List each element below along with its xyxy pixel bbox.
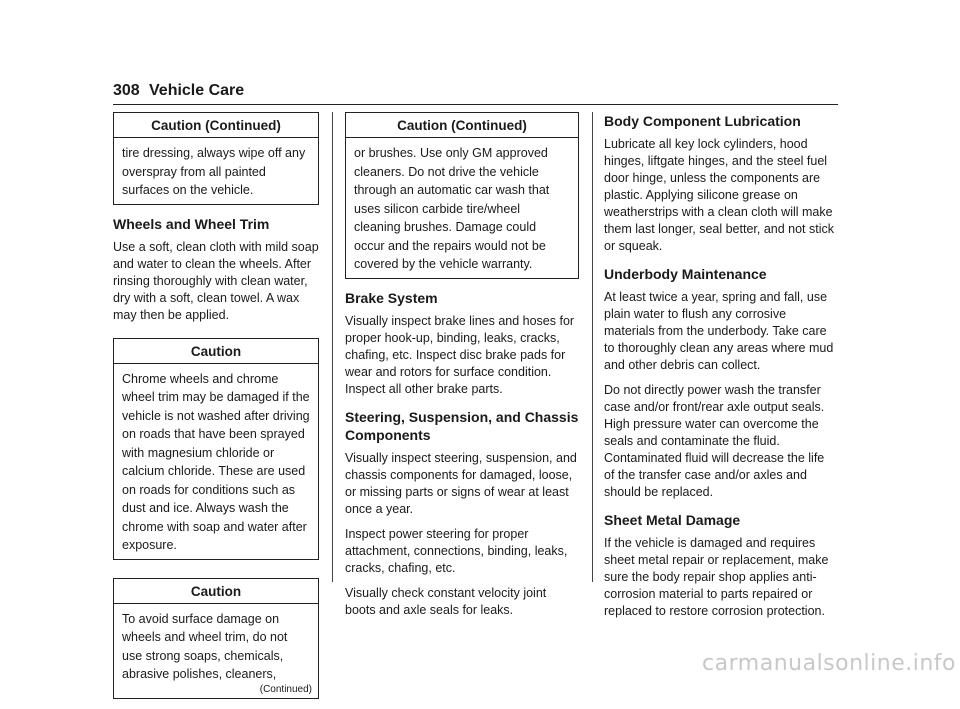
underbody-paragraph-2: Do not directly power wash the transfer case and/or front/rear axle output seals. High pressure water can overcome the seals and contaminate the fluid. Contaminated fluid will decrease the life of the transfer case and/or axles and should be replaced. [604,383,825,499]
page-header [113,82,838,105]
steering-paragraph-2: Inspect power steering for proper attachment, connections, binding, leaks, cracks, chafing, etc. [345,526,568,575]
underbody-paragraph-1: At least twice a year, spring and fall, use plain water to flush any corrosive materials from the underbody. Take care to thoroughly clean any areas where mud and other debris can collect. [604,290,834,372]
heading-body-lubrication: Body Component Lubrication [604,113,801,129]
caution-title: Caution (Continued) [346,113,578,138]
steering-paragraph-3: Visually check constant velocity joint boots and axle seals for leaks. [345,585,547,617]
heading-wheels: Wheels and Wheel Trim [113,215,270,232]
caution-box-chrome [113,338,319,560]
caution-text: or brushes. Use only GM approved cleaners. Do not drive the vehicle through an automatic car wash that uses silicon carbide tire/wheel cleaning brushes. Damage could occur and the repairs would not be covered by the vehicle warranty. [354,146,550,271]
column-3 [604,112,838,628]
heading-steering: Steering, Suspension, and Chassis Components [345,408,579,443]
caution-title: Caution [114,339,318,364]
heading-sheet-metal: Sheet Metal Damage [604,512,741,528]
column-2 [345,112,579,627]
steering-paragraph-1: Visually inspect steering, suspension, and chassis components for damaged, loose, or missing parts or signs of wear at least once a year. [345,450,577,516]
caution-text: To avoid surface damage on wheels and wheel trim, do not use strong soaps, chemicals, abrasive polishes, cleaners, [122,611,288,681]
body-lubrication-paragraph: Lubricate all key lock cylinders, hood hinges, liftgate hinges, and the steel fuel door hinge, unless the components are plastic. Applying silicone grease on weatherstrips with a clean cloth will make them last longer, seal better, and not stick or squeak. [604,137,834,253]
continued-note: (Continued) [259,683,312,695]
brake-paragraph: Visually inspect brake lines and hoses for proper hook-up, binding, leaks, cracks, chafing, etc. Inspect disc brake pads for wear and rotors for surface condition. Inspect all other brake parts. [345,313,575,396]
sheet-metal-paragraph: If the vehicle is damaged and requires sheet metal repair or replacement, make sure the body repair shop applies anti-corrosion material to parts repaired or replaced to restore corrosion protection. [604,536,829,618]
column-1 [113,112,319,709]
wheels-paragraph: Use a soft, clean cloth with mild soap and water to clean the wheels. After rinsing thoroughly with clean water, dry with a soft, clean towel. A wax may then be applied. [113,239,319,322]
caution-text: Chrome wheels and chrome wheel trim may be damaged if the vehicle is not washed after driving on roads that have been sprayed with magnesium chloride or calcium chloride. These are used on roads for conditions such as dust and ice. Always wash the chrome with soap and water after exposure. [122,371,310,552]
caution-text: tire dressing, always wipe off any overspray from all painted surfaces on the vehicle. [122,146,306,197]
caution-title: Caution (Continued) [114,113,318,138]
caution-box-continued [113,112,319,205]
column-divider [332,112,333,582]
page-number: 308 [113,82,140,99]
watermark: carmanualsonline.info [702,651,956,676]
column-divider [592,112,593,582]
caution-box-continued [345,112,579,279]
heading-underbody: Underbody Maintenance [604,266,767,282]
heading-brake-system: Brake System [345,289,438,306]
caution-box-surface [113,578,319,699]
section-title: Vehicle Care [149,82,245,99]
caution-title: Caution [114,579,318,604]
